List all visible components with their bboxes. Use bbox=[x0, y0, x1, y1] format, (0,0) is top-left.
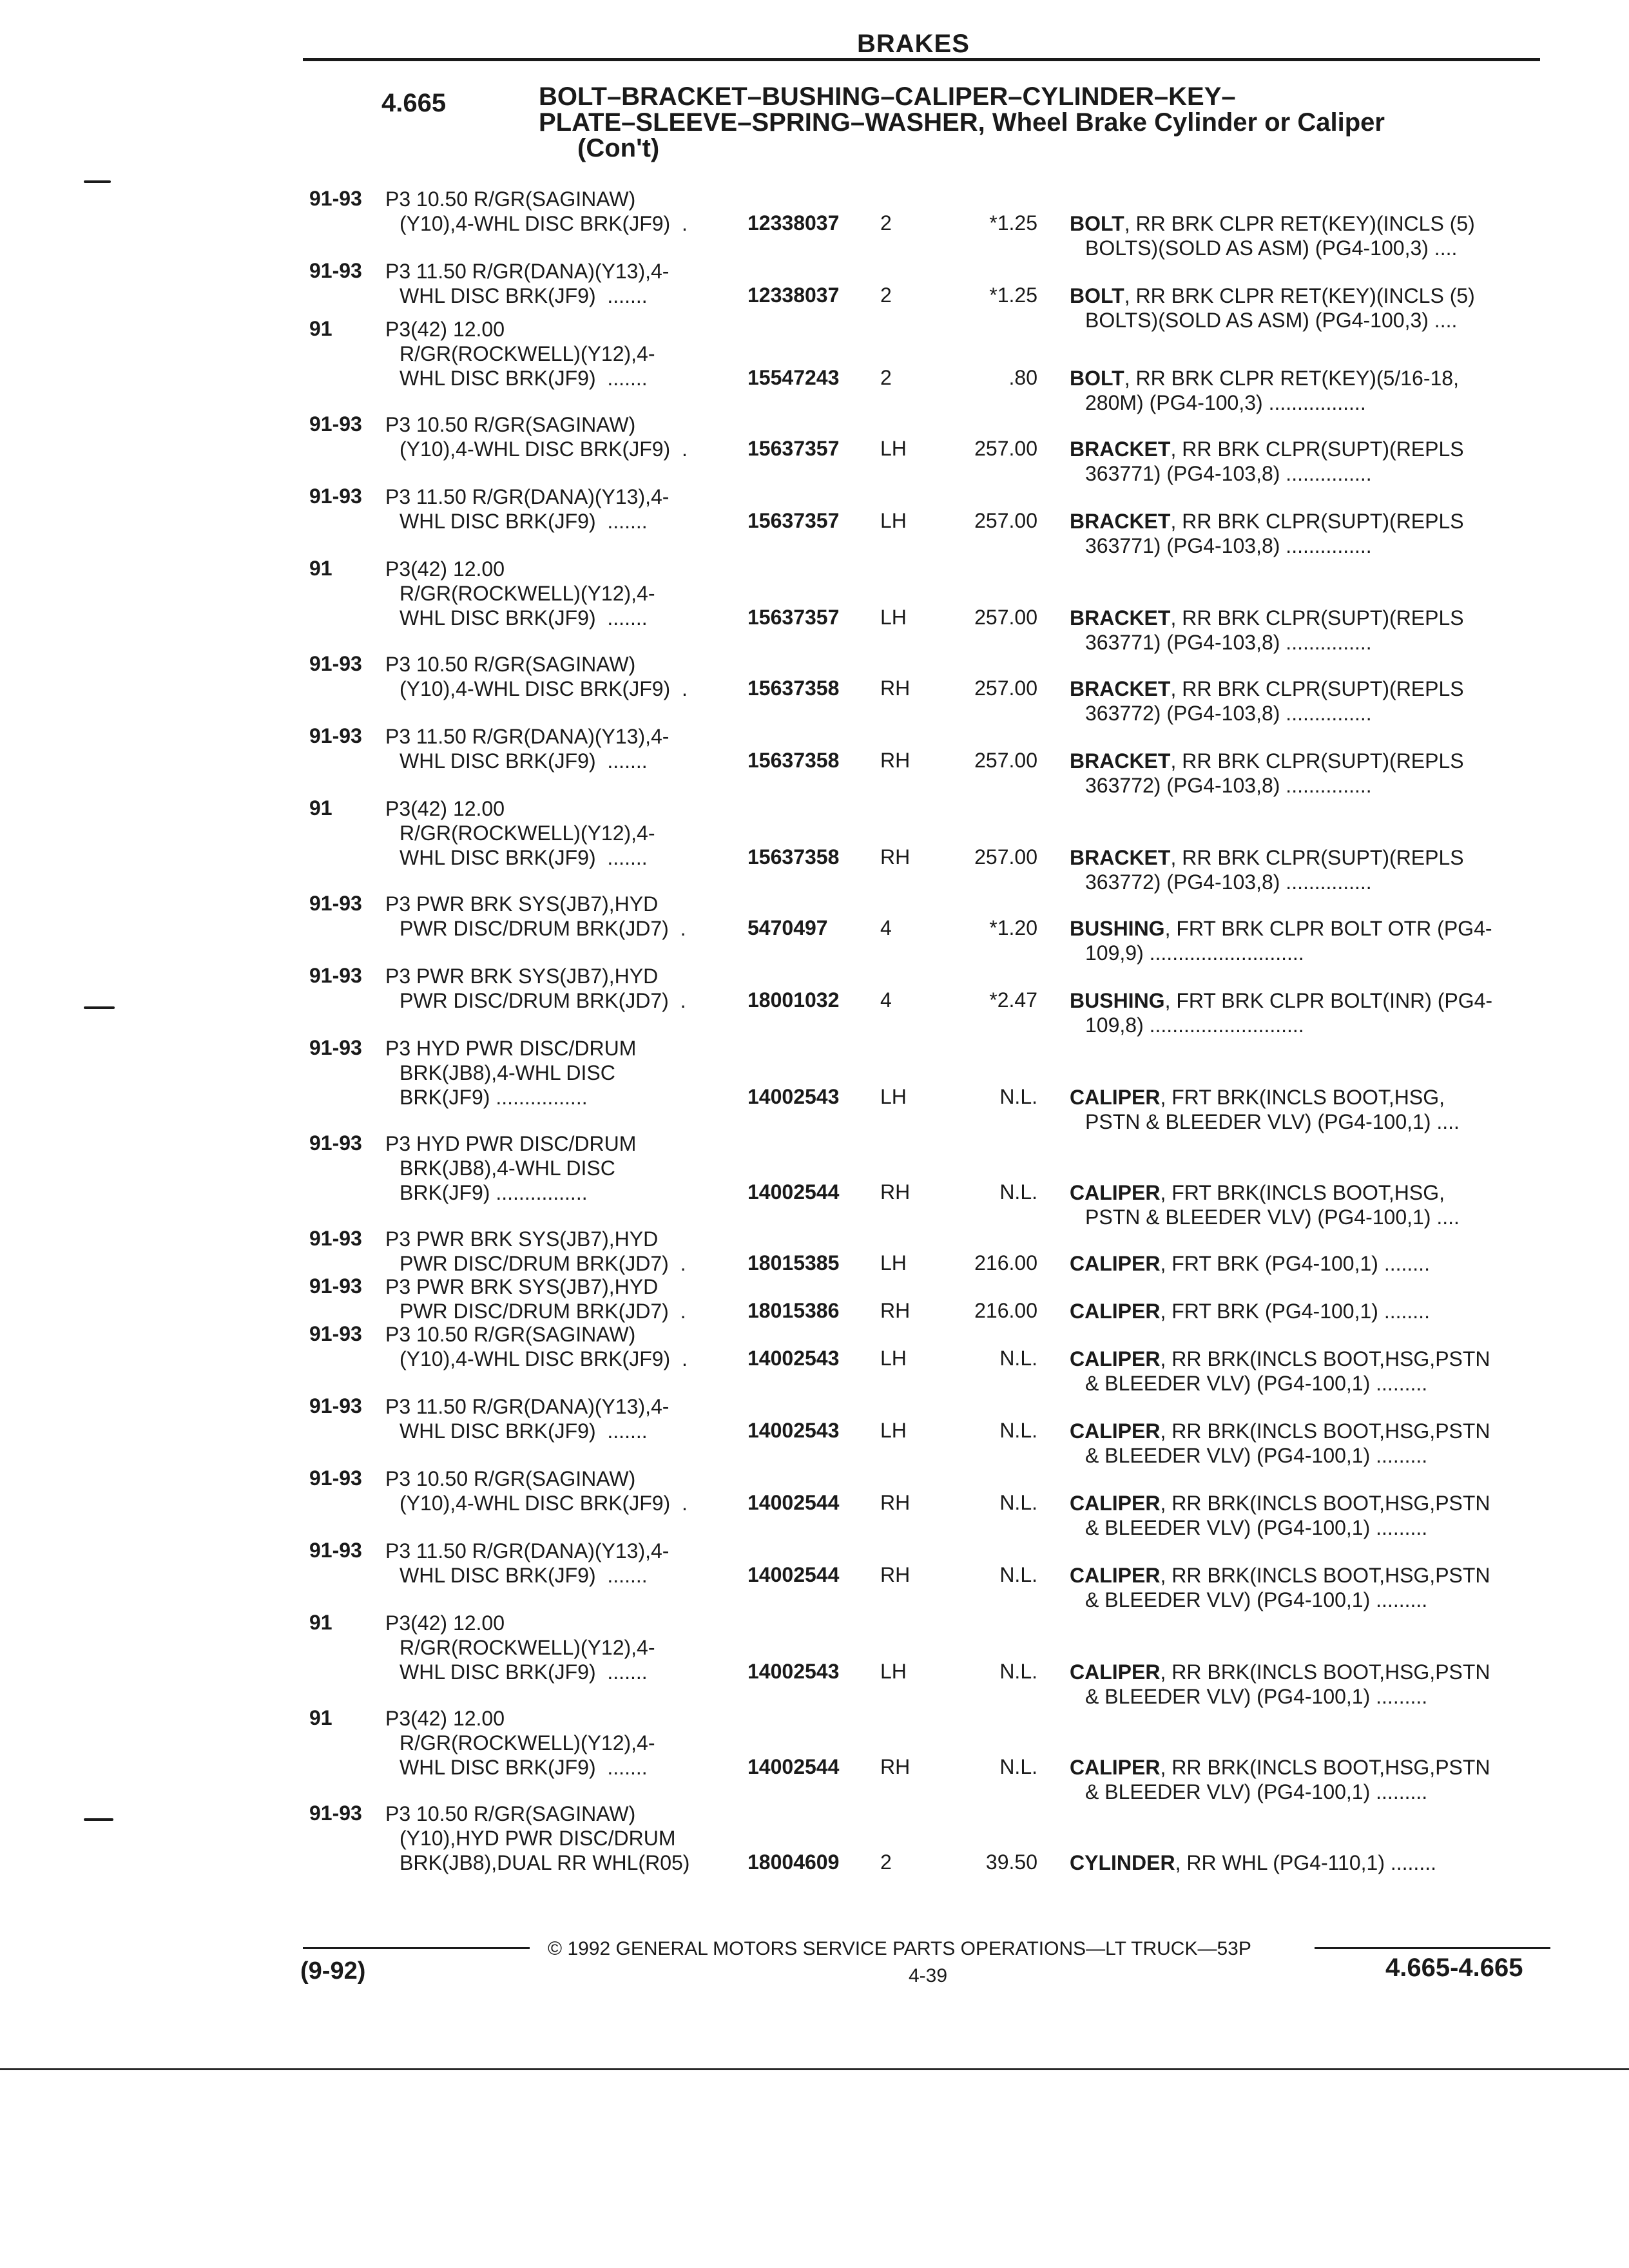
model-years: 91-93 bbox=[309, 187, 362, 210]
part-description bbox=[1070, 1347, 1547, 1396]
model-years: 91 bbox=[309, 317, 333, 340]
part-description bbox=[1070, 1850, 1547, 1875]
part-number: 15637358 bbox=[747, 749, 840, 772]
application bbox=[385, 1227, 733, 1276]
part-number: 18004609 bbox=[747, 1850, 840, 1874]
quantity: RH bbox=[880, 1180, 911, 1204]
application-line: (Y10),HYD PWR DISC/DRUM bbox=[400, 1827, 676, 1850]
application-line: P3 11.50 R/GR(DANA)(Y13),4- bbox=[385, 725, 670, 748]
margin-mark bbox=[84, 1818, 113, 1821]
quantity: 2 bbox=[880, 211, 892, 235]
section-title-line1: BOLT–BRACKET–BUSHING–CALIPER–CYLINDER–KEY– bbox=[539, 82, 1236, 111]
quantity: RH bbox=[880, 1563, 911, 1586]
part-description bbox=[1070, 1755, 1547, 1804]
part-number: 15637358 bbox=[747, 677, 840, 700]
part-number: 15637357 bbox=[747, 437, 840, 460]
application bbox=[385, 1611, 733, 1684]
description-line: CALIPER, RR BRK(INCLS BOOT,HSG,PSTN bbox=[1070, 1756, 1490, 1779]
application bbox=[385, 485, 733, 533]
application-line: R/GR(ROCKWELL)(Y12),4- bbox=[400, 1731, 655, 1754]
application-line: P3 10.50 R/GR(SAGINAW) bbox=[385, 653, 636, 676]
model-years: 91-93 bbox=[309, 1036, 362, 1059]
description-line: 363771) (PG4-103,8) ............... bbox=[1085, 534, 1372, 557]
description-line: BOLT, RR BRK CLPR RET(KEY)(5/16-18, bbox=[1070, 367, 1459, 390]
description-line: 363772) (PG4-103,8) ............... bbox=[1085, 774, 1372, 797]
part-name: CALIPER bbox=[1070, 1419, 1161, 1443]
application-line: WHL DISC BRK(JF9) ....... bbox=[400, 510, 648, 533]
description-line: CALIPER, FRT BRK(INCLS BOOT,HSG, bbox=[1070, 1181, 1445, 1204]
part-name: CALIPER bbox=[1070, 1347, 1161, 1370]
application bbox=[385, 964, 733, 1013]
model-years: 91-93 bbox=[309, 1466, 362, 1490]
description-line: CALIPER, FRT BRK (PG4-100,1) ........ bbox=[1070, 1252, 1430, 1275]
price: 257.00 bbox=[974, 437, 1037, 460]
description-line: CALIPER, RR BRK(INCLS BOOT,HSG,PSTN bbox=[1070, 1492, 1490, 1515]
description-line: BRACKET, RR BRK CLPR(SUPT)(REPLS bbox=[1070, 437, 1464, 461]
application-line: R/GR(ROCKWELL)(Y12),4- bbox=[400, 342, 655, 365]
application-line: P3 PWR BRK SYS(JB7),HYD bbox=[385, 965, 659, 988]
application bbox=[385, 259, 733, 308]
model-years: 91-93 bbox=[309, 1322, 362, 1345]
description-line: CALIPER, FRT BRK (PG4-100,1) ........ bbox=[1070, 1300, 1430, 1323]
description-line: 363772) (PG4-103,8) ............... bbox=[1085, 702, 1372, 725]
price: *1.20 bbox=[989, 916, 1037, 939]
part-name: CALIPER bbox=[1070, 1660, 1161, 1684]
description-line: BRACKET, RR BRK CLPR(SUPT)(REPLS bbox=[1070, 510, 1464, 533]
description-line: BRACKET, RR BRK CLPR(SUPT)(REPLS bbox=[1070, 606, 1464, 629]
application-line: P3 10.50 R/GR(SAGINAW) bbox=[385, 187, 636, 211]
price: .80 bbox=[1008, 366, 1037, 389]
quantity: LH bbox=[880, 1660, 907, 1683]
application-line: PWR DISC/DRUM BRK(JD7) . bbox=[400, 1300, 686, 1323]
application-line: WHL DISC BRK(JF9) ....... bbox=[400, 1756, 648, 1779]
application-line: (Y10),4-WHL DISC BRK(JF9) . bbox=[400, 677, 688, 700]
quantity: RH bbox=[880, 1299, 911, 1322]
part-number: 15547243 bbox=[747, 366, 840, 389]
part-description bbox=[1070, 284, 1547, 332]
part-description bbox=[1070, 1180, 1547, 1229]
part-number: 14002544 bbox=[747, 1180, 840, 1204]
footer-section-range: 4.665-4.665 bbox=[1385, 1954, 1523, 1982]
model-years: 91 bbox=[309, 1706, 333, 1729]
application-line: R/GR(ROCKWELL)(Y12),4- bbox=[400, 1636, 655, 1659]
part-description bbox=[1070, 509, 1547, 558]
application bbox=[385, 1036, 733, 1110]
section-title-line3: (Con't) bbox=[577, 134, 660, 162]
quantity: RH bbox=[880, 845, 911, 869]
price: N.L. bbox=[999, 1347, 1037, 1370]
part-description bbox=[1070, 1491, 1547, 1540]
description-line: CALIPER, RR BRK(INCLS BOOT,HSG,PSTN bbox=[1070, 1419, 1490, 1443]
part-number: 14002544 bbox=[747, 1563, 840, 1586]
application-line: P3 HYD PWR DISC/DRUM bbox=[385, 1037, 637, 1060]
model-years: 91-93 bbox=[309, 1131, 362, 1155]
application bbox=[385, 1394, 733, 1443]
description-line: BOLT, RR BRK CLPR RET(KEY)(INCLS (5) bbox=[1070, 284, 1475, 307]
quantity: RH bbox=[880, 749, 911, 772]
application bbox=[385, 1131, 733, 1205]
description-line: BRACKET, RR BRK CLPR(SUPT)(REPLS bbox=[1070, 677, 1464, 700]
price: *1.25 bbox=[989, 211, 1037, 235]
part-description bbox=[1070, 749, 1547, 798]
description-line: 363771) (PG4-103,8) ............... bbox=[1085, 462, 1372, 485]
model-years: 91-93 bbox=[309, 964, 362, 987]
description-line: & BLEEDER VLV) (PG4-100,1) ......... bbox=[1085, 1516, 1428, 1539]
application-line: WHL DISC BRK(JF9) ....... bbox=[400, 846, 648, 869]
quantity: LH bbox=[880, 1085, 907, 1108]
model-years: 91 bbox=[309, 557, 333, 580]
application-line: BRK(JB8),DUAL RR WHL(R05) bbox=[400, 1851, 690, 1874]
description-line: BRACKET, RR BRK CLPR(SUPT)(REPLS bbox=[1070, 749, 1464, 773]
application-line: P3(42) 12.00 bbox=[385, 1611, 505, 1635]
header-rule bbox=[303, 58, 1540, 61]
part-number: 18001032 bbox=[747, 988, 840, 1012]
part-name: CALIPER bbox=[1070, 1492, 1161, 1515]
application-line: WHL DISC BRK(JF9) ....... bbox=[400, 367, 648, 390]
part-description bbox=[1070, 1660, 1547, 1709]
part-number: 14002543 bbox=[747, 1085, 840, 1108]
price: N.L. bbox=[999, 1563, 1037, 1586]
application-line: P3 PWR BRK SYS(JB7),HYD bbox=[385, 892, 659, 916]
model-years: 91-93 bbox=[309, 1802, 362, 1825]
margin-mark bbox=[84, 180, 111, 183]
application-line: P3 10.50 R/GR(SAGINAW) bbox=[385, 413, 636, 436]
price: N.L. bbox=[999, 1180, 1037, 1204]
application bbox=[385, 1466, 733, 1515]
application-line: PWR DISC/DRUM BRK(JD7) . bbox=[400, 917, 686, 940]
part-name: BUSHING bbox=[1070, 989, 1165, 1012]
description-line: PSTN & BLEEDER VLV) (PG4-100,1) .... bbox=[1085, 1110, 1460, 1133]
quantity: 2 bbox=[880, 1850, 892, 1874]
quantity: LH bbox=[880, 1347, 907, 1370]
quantity: LH bbox=[880, 1419, 907, 1442]
part-number: 14002543 bbox=[747, 1347, 840, 1370]
price: 39.50 bbox=[985, 1850, 1037, 1874]
description-line: BUSHING, FRT BRK CLPR BOLT(INR) (PG4- bbox=[1070, 989, 1493, 1012]
model-years: 91-93 bbox=[309, 1394, 362, 1418]
application-line: P3 HYD PWR DISC/DRUM bbox=[385, 1132, 637, 1155]
price: N.L. bbox=[999, 1085, 1037, 1108]
part-description bbox=[1070, 1419, 1547, 1468]
part-number: 18015385 bbox=[747, 1251, 840, 1274]
page-header-title: BRAKES bbox=[857, 30, 970, 58]
part-description bbox=[1070, 677, 1547, 726]
quantity: LH bbox=[880, 606, 907, 629]
price: 216.00 bbox=[974, 1299, 1037, 1322]
application-line: WHL DISC BRK(JF9) ....... bbox=[400, 1564, 648, 1587]
part-number: 14002543 bbox=[747, 1660, 840, 1683]
description-line: BOLTS)(SOLD AS ASM) (PG4-100,3) .... bbox=[1085, 236, 1458, 260]
price: N.L. bbox=[999, 1491, 1037, 1514]
quantity: 2 bbox=[880, 284, 892, 307]
application-line: P3(42) 12.00 bbox=[385, 557, 505, 581]
application bbox=[385, 1706, 733, 1780]
model-years: 91 bbox=[309, 1611, 333, 1634]
price: 257.00 bbox=[974, 509, 1037, 532]
model-years: 91 bbox=[309, 796, 333, 820]
application-line: P3(42) 12.00 bbox=[385, 1707, 505, 1730]
application bbox=[385, 1802, 733, 1875]
part-name: CALIPER bbox=[1070, 1300, 1161, 1323]
margin-mark bbox=[84, 1006, 115, 1009]
description-line: CYLINDER, RR WHL (PG4-110,1) ........ bbox=[1070, 1851, 1436, 1874]
price: 257.00 bbox=[974, 606, 1037, 629]
description-line: & BLEEDER VLV) (PG4-100,1) ......... bbox=[1085, 1372, 1428, 1395]
application-line: P3 10.50 R/GR(SAGINAW) bbox=[385, 1802, 636, 1825]
part-name: CALIPER bbox=[1070, 1252, 1161, 1275]
price: N.L. bbox=[999, 1755, 1037, 1778]
application-line: P3(42) 12.00 bbox=[385, 797, 505, 820]
part-name: CYLINDER bbox=[1070, 1851, 1175, 1874]
application-line: WHL DISC BRK(JF9) ....... bbox=[400, 284, 648, 307]
part-name: BRACKET bbox=[1070, 749, 1171, 773]
quantity: LH bbox=[880, 437, 907, 460]
price: *2.47 bbox=[989, 988, 1037, 1012]
footer-page-number: 4-39 bbox=[909, 1965, 948, 1986]
price: 216.00 bbox=[974, 1251, 1037, 1274]
section-number: 4.665 bbox=[381, 89, 447, 117]
application-line: P3 10.50 R/GR(SAGINAW) bbox=[385, 1323, 636, 1346]
model-years: 91-93 bbox=[309, 259, 362, 282]
part-description bbox=[1070, 916, 1547, 965]
quantity: 2 bbox=[880, 366, 892, 389]
description-line: & BLEEDER VLV) (PG4-100,1) ......... bbox=[1085, 1780, 1428, 1803]
application-line: (Y10),4-WHL DISC BRK(JF9) . bbox=[400, 437, 688, 461]
part-number: 15637357 bbox=[747, 606, 840, 629]
application-line: WHL DISC BRK(JF9) ....... bbox=[400, 1419, 648, 1443]
application-line: P3 11.50 R/GR(DANA)(Y13),4- bbox=[385, 260, 670, 283]
application bbox=[385, 317, 733, 390]
part-number: 15637357 bbox=[747, 509, 840, 532]
quantity: RH bbox=[880, 677, 911, 700]
part-name: BOLT bbox=[1070, 367, 1124, 390]
description-line: 109,9) ........................... bbox=[1085, 941, 1304, 965]
application bbox=[385, 796, 733, 870]
application-line: BRK(JB8),4-WHL DISC bbox=[400, 1157, 615, 1180]
application-line: (Y10),4-WHL DISC BRK(JF9) . bbox=[400, 1492, 688, 1515]
application-line: P3(42) 12.00 bbox=[385, 318, 505, 341]
application bbox=[385, 892, 733, 941]
part-number: 14002544 bbox=[747, 1491, 840, 1514]
quantity: 4 bbox=[880, 988, 892, 1012]
application bbox=[385, 1539, 733, 1588]
footer-copyright: © 1992 GENERAL MOTORS SERVICE PARTS OPERATIONS—LT TRUCK—53P bbox=[548, 1938, 1251, 1959]
section-title bbox=[539, 84, 1544, 161]
model-years: 91-93 bbox=[309, 652, 362, 675]
part-name: CALIPER bbox=[1070, 1756, 1161, 1779]
quantity: LH bbox=[880, 509, 907, 532]
part-number: 14002543 bbox=[747, 1419, 840, 1442]
application-line: BRK(JF9) ................ bbox=[400, 1181, 588, 1204]
application bbox=[385, 557, 733, 630]
application-line: P3 10.50 R/GR(SAGINAW) bbox=[385, 1467, 636, 1490]
part-description bbox=[1070, 1299, 1547, 1323]
price: *1.25 bbox=[989, 284, 1037, 307]
application-line: (Y10),4-WHL DISC BRK(JF9) . bbox=[400, 212, 688, 235]
application-line: P3 PWR BRK SYS(JB7),HYD bbox=[385, 1227, 659, 1251]
application-line: P3 11.50 R/GR(DANA)(Y13),4- bbox=[385, 1539, 670, 1562]
application bbox=[385, 1274, 733, 1323]
application-line: R/GR(ROCKWELL)(Y12),4- bbox=[400, 582, 655, 605]
model-years: 91-93 bbox=[309, 485, 362, 508]
application-line: PWR DISC/DRUM BRK(JD7) . bbox=[400, 1252, 686, 1275]
application-line: P3 PWR BRK SYS(JB7),HYD bbox=[385, 1275, 659, 1298]
model-years: 91-93 bbox=[309, 1227, 362, 1250]
price: 257.00 bbox=[974, 845, 1037, 869]
description-line: 363772) (PG4-103,8) ............... bbox=[1085, 870, 1372, 894]
application-line: PWR DISC/DRUM BRK(JD7) . bbox=[400, 989, 686, 1012]
part-description bbox=[1070, 1563, 1547, 1612]
part-name: BOLT bbox=[1070, 284, 1124, 307]
part-number: 15637358 bbox=[747, 845, 840, 869]
part-name: BRACKET bbox=[1070, 437, 1171, 461]
application-line: WHL DISC BRK(JF9) ....... bbox=[400, 749, 648, 773]
description-line: CALIPER, RR BRK(INCLS BOOT,HSG,PSTN bbox=[1070, 1347, 1490, 1370]
application bbox=[385, 652, 733, 701]
description-line: & BLEEDER VLV) (PG4-100,1) ......... bbox=[1085, 1685, 1428, 1708]
description-line: CALIPER, RR BRK(INCLS BOOT,HSG,PSTN bbox=[1070, 1660, 1490, 1684]
model-years: 91-93 bbox=[309, 1274, 362, 1298]
part-name: BUSHING bbox=[1070, 917, 1165, 940]
quantity: RH bbox=[880, 1491, 911, 1514]
footer-rule-right bbox=[1315, 1947, 1550, 1949]
application-line: P3 11.50 R/GR(DANA)(Y13),4- bbox=[385, 485, 670, 508]
description-line: CALIPER, RR BRK(INCLS BOOT,HSG,PSTN bbox=[1070, 1564, 1490, 1587]
part-description bbox=[1070, 211, 1547, 260]
description-line: BOLTS)(SOLD AS ASM) (PG4-100,3) .... bbox=[1085, 309, 1458, 332]
part-name: CALIPER bbox=[1070, 1564, 1161, 1587]
footer-rule-left bbox=[303, 1947, 530, 1949]
part-name: CALIPER bbox=[1070, 1086, 1161, 1109]
model-years: 91-93 bbox=[309, 892, 362, 915]
part-description bbox=[1070, 437, 1547, 486]
bottom-rule bbox=[0, 2068, 1629, 2070]
quantity: LH bbox=[880, 1251, 907, 1274]
description-line: 363771) (PG4-103,8) ............... bbox=[1085, 631, 1372, 654]
description-line: BUSHING, FRT BRK CLPR BOLT OTR (PG4- bbox=[1070, 917, 1492, 940]
application bbox=[385, 1322, 733, 1371]
application-line: WHL DISC BRK(JF9) ....... bbox=[400, 1660, 648, 1684]
part-description bbox=[1070, 1251, 1547, 1276]
application bbox=[385, 187, 733, 236]
part-description bbox=[1070, 988, 1547, 1037]
model-years: 91-93 bbox=[309, 724, 362, 747]
application-line: R/GR(ROCKWELL)(Y12),4- bbox=[400, 822, 655, 845]
part-name: BOLT bbox=[1070, 212, 1124, 235]
section-title-line2: PLATE–SLEEVE–SPRING–WASHER, Wheel Brake Cylinder or Caliper bbox=[539, 108, 1385, 137]
description-line: & BLEEDER VLV) (PG4-100,1) ......... bbox=[1085, 1588, 1428, 1611]
part-number: 18015386 bbox=[747, 1299, 840, 1322]
quantity: RH bbox=[880, 1755, 911, 1778]
part-name: BRACKET bbox=[1070, 846, 1171, 869]
part-name: BRACKET bbox=[1070, 677, 1171, 700]
part-description bbox=[1070, 366, 1547, 415]
application-line: WHL DISC BRK(JF9) ....... bbox=[400, 606, 648, 629]
description-line: 280M) (PG4-100,3) ................. bbox=[1085, 391, 1366, 414]
price: N.L. bbox=[999, 1660, 1037, 1683]
application-line: BRK(JB8),4-WHL DISC bbox=[400, 1061, 615, 1084]
description-line: & BLEEDER VLV) (PG4-100,1) ......... bbox=[1085, 1444, 1428, 1467]
model-years: 91-93 bbox=[309, 1539, 362, 1562]
quantity: 4 bbox=[880, 916, 892, 939]
part-number: 12338037 bbox=[747, 284, 840, 307]
description-line: CALIPER, FRT BRK(INCLS BOOT,HSG, bbox=[1070, 1086, 1445, 1109]
part-number: 14002544 bbox=[747, 1755, 840, 1778]
description-line: PSTN & BLEEDER VLV) (PG4-100,1) .... bbox=[1085, 1206, 1460, 1229]
part-number: 12338037 bbox=[747, 211, 840, 235]
application bbox=[385, 412, 733, 461]
application-line: BRK(JF9) ................ bbox=[400, 1086, 588, 1109]
description-line: BRACKET, RR BRK CLPR(SUPT)(REPLS bbox=[1070, 846, 1464, 869]
part-number: 5470497 bbox=[747, 916, 828, 939]
price: N.L. bbox=[999, 1419, 1037, 1442]
part-description bbox=[1070, 845, 1547, 894]
description-line: BOLT, RR BRK CLPR RET(KEY)(INCLS (5) bbox=[1070, 212, 1475, 235]
part-description bbox=[1070, 1085, 1547, 1134]
application bbox=[385, 724, 733, 773]
description-line: 109,8) ........................... bbox=[1085, 1014, 1304, 1037]
part-description bbox=[1070, 606, 1547, 655]
application-line: P3 11.50 R/GR(DANA)(Y13),4- bbox=[385, 1395, 670, 1418]
part-name: BRACKET bbox=[1070, 606, 1171, 629]
price: 257.00 bbox=[974, 749, 1037, 772]
footer-date: (9-92) bbox=[300, 1957, 366, 1984]
price: 257.00 bbox=[974, 677, 1037, 700]
application-line: (Y10),4-WHL DISC BRK(JF9) . bbox=[400, 1347, 688, 1370]
part-name: CALIPER bbox=[1070, 1181, 1161, 1204]
model-years: 91-93 bbox=[309, 412, 362, 436]
part-name: BRACKET bbox=[1070, 510, 1171, 533]
